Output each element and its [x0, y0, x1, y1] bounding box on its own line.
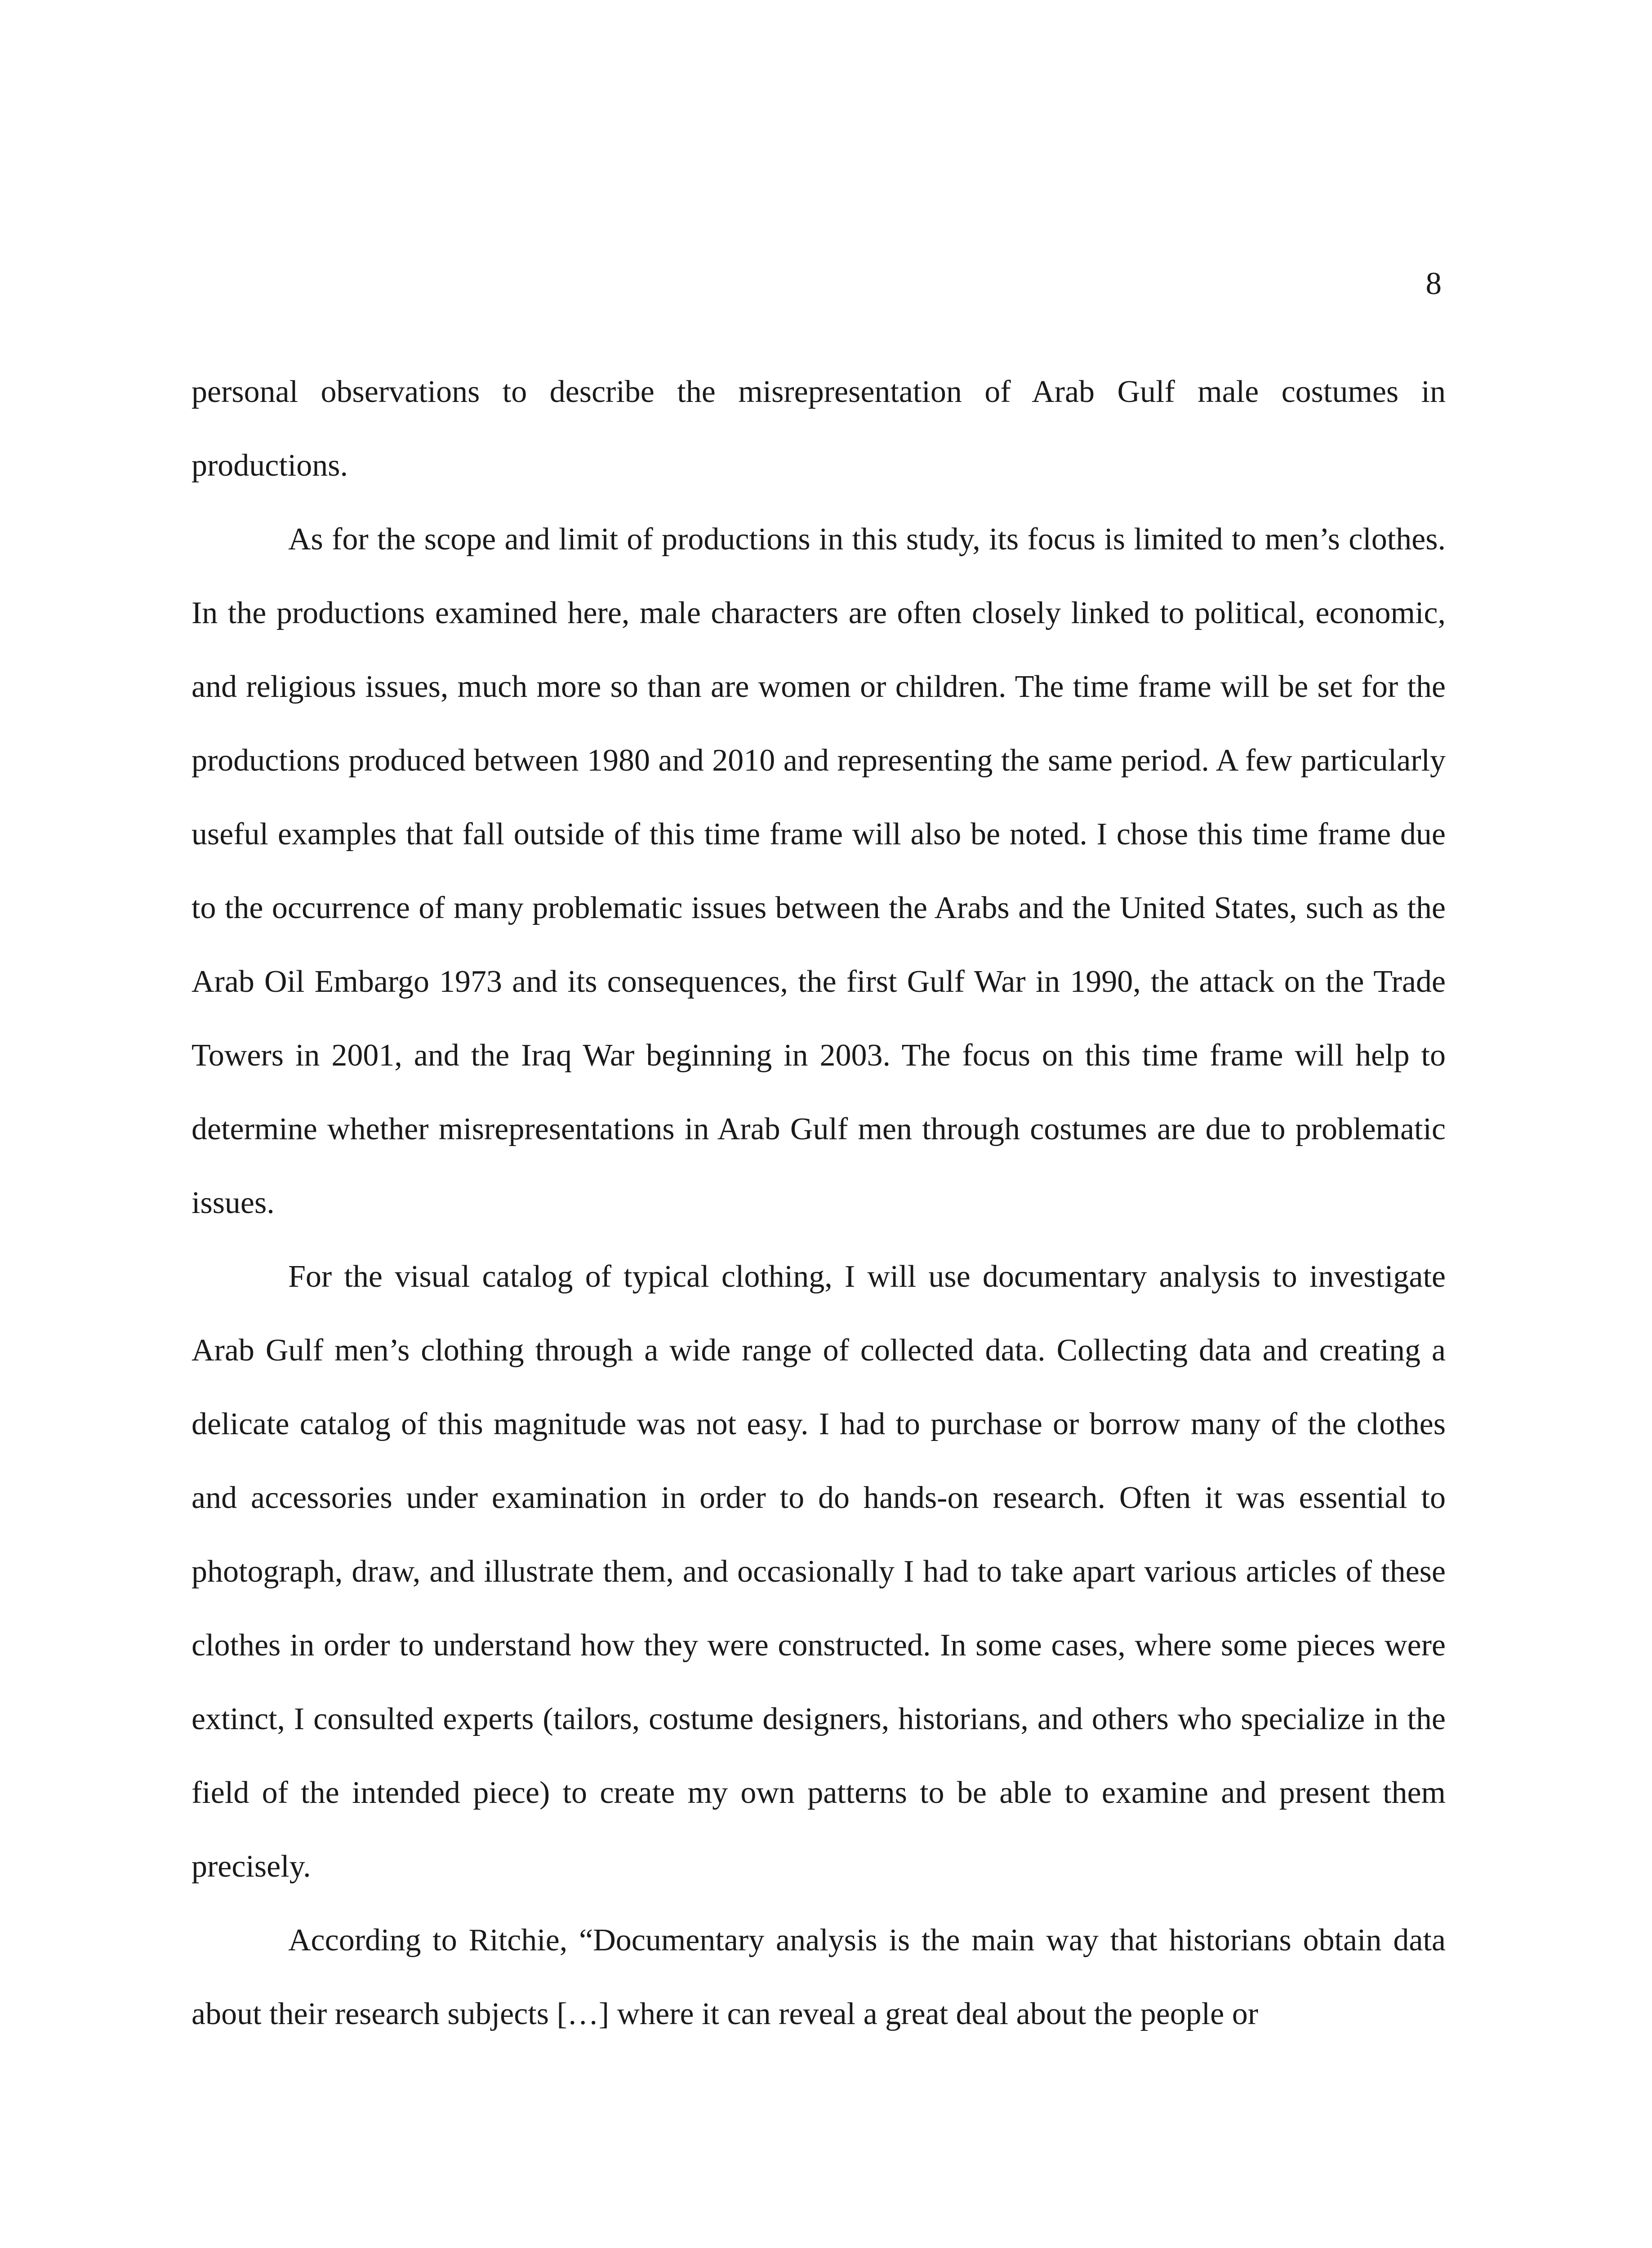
paragraph-scope-and-limit: As for the scope and limit of productions in this study, its focus is limited to men’s clothes. In the productions examined here, male characters are often closely linked to political, economic, and religious issues, much more so than are women or children. The time frame will be set for the productions produced between 1980 and 2010 and representing the same period. A few particularly useful examples that fall outside of this time frame will also be noted. I chose this time frame due to the occurrence of many problematic issues between the Arabs and the United States, such as the Arab Oil Embargo 1973 and its consequences, the first Gulf War in 1990, the attack on the Trade Towers in 2001, and the Iraq War beginning in 2003. The focus on this time frame will help to determine whether misrepresentations in Arab Gulf men through costumes are due to problematic issues.	[191, 522, 1446, 1220]
body-text	[191, 355, 1446, 2051]
paragraph-ritchie-quote: According to Ritchie, “Documentary analysis is the main way that historians obtain data about their research subjects […] where it can reveal a great deal about the people or	[191, 1923, 1446, 2031]
paragraph-visual-catalog: For the visual catalog of typical clothing, I will use documentary analysis to investigate Arab Gulf men’s clothing through a wide range of collected data. Collecting data and creating a delicate catalog of this magnitude was not easy. I had to purchase or borrow many of the clothes and accessories under examination in order to do hands-on research. Often it was essential to photograph, draw, and illustrate them, and occasionally I had to take apart various articles of these clothes in order to understand how they were constructed. In some cases, where some pieces were extinct, I consulted experts (tailors, costume designers, historians, and others who specialize in the field of the intended piece) to create my own patterns to be able to examine and present them precisely.	[191, 1259, 1446, 1884]
paragraph-continuation: personal observations to describe the misrepresentation of Arab Gulf male costumes in productions.	[191, 375, 1446, 483]
page-number: 8	[1425, 266, 1442, 301]
